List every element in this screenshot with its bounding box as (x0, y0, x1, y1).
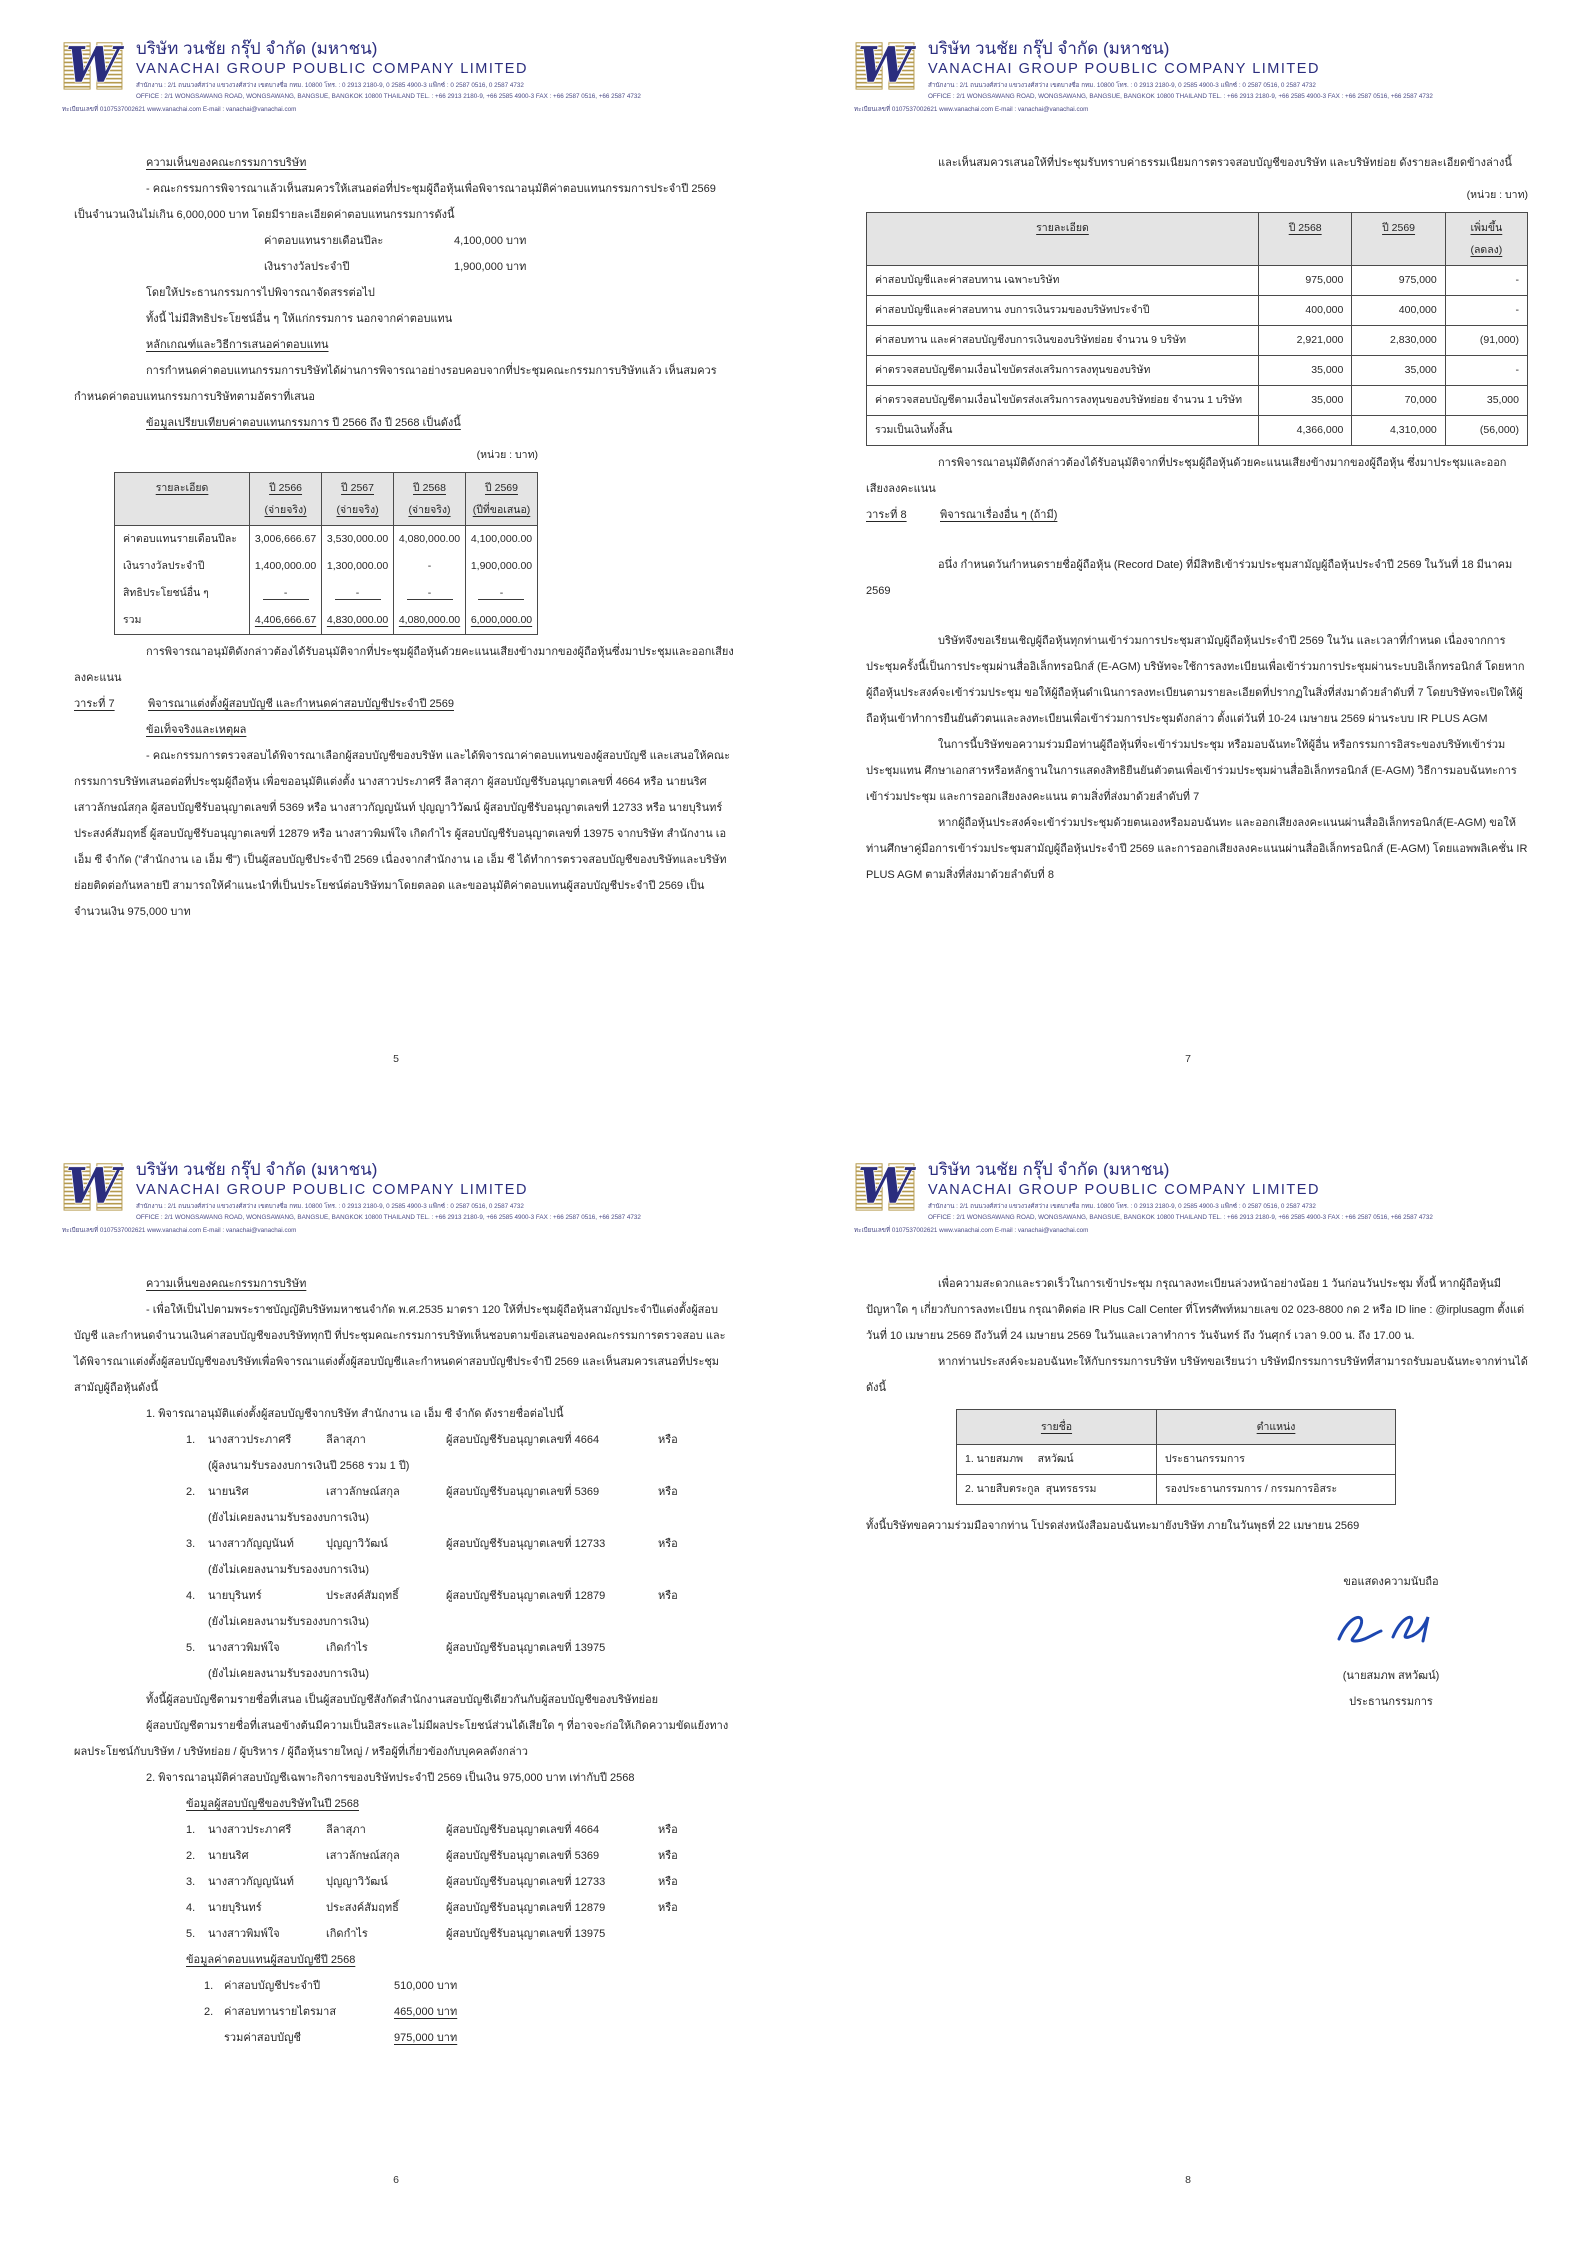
paragraph: เพื่อความสะดวกและรวดเร็วในการเข้าประชุม กรุณาลงทะเบียนล่วงหน้าอย่างน้อย 1 วันก่อนวันประชุม ทั้งนี้ หากผู้ถือหุ้นมีปัญหาใด ๆ เกี่ยวกับการลงทะเบียน กรุณาติดต่อ IR Plus Call Center ที่โทรศัพท์หมายเลข 02 023-8800 กด 2 หรือ ID line : @irplusagm ตั้งแต่วันที่ 10 เมษายน 2569 ถึงวันที่ 24 เมษายน 2569 ในวันและเวลาทำการ วันจันทร์ ถึง วันศุกร์ เวลา 9.00 น. ถึง 17.00 น. (866, 1278, 1525, 1342)
company-logo-icon (854, 36, 916, 97)
table-cell: 2,830,000 (1352, 326, 1445, 356)
table-cell: 3,530,000.00 (322, 526, 394, 554)
table-row (115, 553, 538, 580)
paragraph: ทั้งนี้ ไม่มีสิทธิประโยชน์อื่น ๆ ให้แก่กรรมการ นอกจากค่าตอบแทน (146, 313, 453, 325)
paragraph: - คณะกรรมการพิจารณาแล้วเห็นสมควรให้เสนอต่อที่ประชุมผู้ถือหุ้นเพื่อพิจารณาอนุมัติค่าตอบแทนกรรมการประจำปี 2569 เป็นจำนวนเงินไม่เกิน 6,000,000 บาท โดยมีรายละเอียดค่าตอบแทนกรรมการดังนี้ (74, 183, 716, 221)
table-cell: 1,900,000.00 (465, 553, 537, 580)
company-address-th: สำนักงาน : 2/1 ถนนวงศ์สว่าง แขวงวงศ์สว่าง เขตบางซื่อ กทม. 10800 โทร. : 0 2913 2180-9, 0 2585 4900-3 แฟ็กซ์ : 0 2587 0516, 0 2587 4732 (928, 1203, 1316, 1210)
table-cell: (56,000) (1445, 416, 1527, 446)
paragraph: การพิจารณาอนุมัติดังกล่าวต้องได้รับอนุมัติจากที่ประชุมผู้ถือหุ้นด้วยคะแนนเสียงข้างมากของผู้ถือหุ้นซึ่งมาประชุมและออกเสียงลงคะแนน (74, 646, 734, 684)
auditor-list-2568 (74, 1817, 736, 1947)
page-header (62, 1157, 756, 1235)
company-address-en: OFFICE : 2/1 WONGSAWANG ROAD, WONGSAWANG, BANGSUE, BANGKOK 10800 THAILAND TEL. : +66 2913 2180-9, +66 2585 4900-3 FAX : +66 2587 0516, +66 2587 4732 (136, 1213, 641, 1221)
unit-label: (หน่วย : บาท) (476, 449, 538, 461)
table-cell: รองประธานกรรมการ / กรรมการอิสระ (1157, 1475, 1396, 1505)
company-address-en: OFFICE : 2/1 WONGSAWANG ROAD, WONGSAWANG, BANGSUE, BANGKOK 10800 THAILAND TEL. : +66 2913 2180-9, +66 2585 4900-3 FAX : +66 2587 0516, +66 2587 4732 (928, 92, 1433, 100)
company-address-th: สำนักงาน : 2/1 ถนนวงศ์สว่าง แขวงวงศ์สว่าง เขตบางซื่อ กทม. 10800 โทร. : 0 2913 2180-9, 0 2585 4900-3 แฟ็กซ์ : 0 2587 0516, 0 2587 4732 (136, 1203, 524, 1210)
company-registration: ทะเบียนเลขที่ 0107537002621 www.vanachai.com E-mail : vanachai@vanachai.com (854, 1227, 1089, 1235)
company-registration: ทะเบียนเลขที่ 0107537002621 www.vanachai.com E-mail : vanachai@vanachai.com (62, 106, 297, 114)
page-number: 7 (1185, 1053, 1191, 1065)
svg-text:W: W (65, 37, 121, 92)
item-1-title: 1. พิจารณาอนุมัติแต่งตั้งผู้สอบบัญชีจากบริษัท สำนักงาน เอ เอ็ม ซี จำกัด ดังรายชื่อต่อไปนี้ (146, 1408, 564, 1420)
page-8 (792, 1121, 1584, 2242)
compensation-line: ค่าตอบแทนรายเดือนปีละ 4,100,000 บาท (264, 235, 527, 247)
board-opinion-heading: ความเห็นของคณะกรรมการบริษัท (146, 1278, 307, 1290)
table-row (867, 416, 1528, 446)
page-6 (0, 1121, 792, 2242)
table-cell: ค่าสอบทาน และค่าสอบบัญชีงบการเงินของบริษัทย่อย จำนวน 9 บริษัท (867, 326, 1259, 356)
table-row (867, 296, 1528, 326)
svg-text:W: W (857, 37, 913, 92)
page-number: 6 (393, 2174, 399, 2186)
column-header: ปี 2568 (1259, 213, 1352, 266)
page-8-content (866, 1271, 1528, 1715)
auditor-item: 4. นายบุรินทร์ ประสงค์สัมฤทธิ์ ผู้สอบบัญชีรับอนุญาตเลขที่ 12879 หรือ (ยังไม่เคยลงนามรับรองงบการเงิน) (186, 1590, 678, 1628)
table-cell: - (465, 580, 537, 607)
table-cell: ค่าตรวจสอบบัญชีตามเงื่อนไขบัตรส่งเสริมการลงทุนของบริษัทย่อย จำนวน 1 บริษัท (867, 386, 1259, 416)
table-cell: - (394, 553, 466, 580)
table-cell: - (1445, 296, 1527, 326)
table-cell: 35,000 (1352, 356, 1445, 386)
company-address-th: สำนักงาน : 2/1 ถนนวงศ์สว่าง แขวงวงศ์สว่าง เขตบางซื่อ กทม. 10800 โทร. : 0 2913 2180-9, 0 2585 4900-3 แฟ็กซ์ : 0 2587 0516, 0 2587 4732 (928, 82, 1316, 89)
table-cell: 2,921,000 (1259, 326, 1352, 356)
table-cell: 975,000 (1352, 266, 1445, 296)
facts-heading: ข้อเท็จจริงและเหตุผล (146, 724, 247, 736)
column-header: รายชื่อ (957, 1410, 1157, 1445)
paragraph: การกำหนดค่าตอบแทนกรรมการบริษัทได้ผ่านการพิจารณาอย่างรอบคอบจากที่ประชุมคณะกรรมการบริษัทแล้ว เห็นสมควรกำหนดค่าตอบแทนกรรมการบริษัทตามอัตราที่เสนอ (74, 365, 717, 403)
page-number: 8 (1185, 2174, 1191, 2186)
table-row (957, 1445, 1396, 1475)
table-cell: ค่าสอบบัญชีและค่าสอบทาน เฉพาะบริษัท (867, 266, 1259, 296)
table-row (867, 266, 1528, 296)
table-cell: 4,080,000.00 (394, 607, 466, 635)
signature-icon (1276, 1605, 1506, 1661)
table-cell: 400,000 (1259, 296, 1352, 326)
paragraph: - คณะกรรมการตรวจสอบได้พิจารณาเลือกผู้สอบบัญชีของบริษัท และได้พิจารณาค่าตอบแทนของผู้สอบบัญชี และเสนอให้คณะกรรมการบริษัทเสนอต่อที่ประชุมผู้ถือหุ้น เพื่อขออนุมัติแต่งตั้ง นางสาวประภาศรี ลีลาสุภา ผู้สอบบัญชีรับอนุญาตเลขที่ 4664 หรือ นายนริศ เสาวลักษณ์สกุล ผู้สอบบัญชีรับอนุญาตเลขที่ 5369 หรือ นางสาวกัญญนันท์ ปุญญาวิวัฒน์ ผู้สอบบัญชีรับอนุญาตเลขที่ 12733 หรือ นายบุรินทร์ ประสงค์สัมฤทธิ์ ผู้สอบบัญชีรับอนุญาตเลขที่ 12879 หรือ นางสาวพิมพ์ใจ เกิดกำไร ผู้สอบบัญชีรับอนุญาตเลขที่ 13975 จากบริษัท สำนักงาน เอ เอ็ม ซี จำกัด ("สำนักงาน เอ เอ็ม ซี") เป็นผู้สอบบัญชีประจำปี 2569 เนื่องจากสำนักงาน เอ เอ็ม ซี ได้ทำการตรวจสอบบัญชีของบริษัทและบริษัทย่อยติดต่อกันหลายปี สามารถให้คำแนะนำที่เป็นประโยชน์ต่อบริษัทมาโดยตลอด และขออนุมัติค่าตอบแทนผู้สอบบัญชีประจำปี 2569 เป็นจำนวนเงิน 975,000 บาท (74, 750, 731, 918)
column-header: รายละเอียด (867, 213, 1259, 266)
table-row (867, 356, 1528, 386)
paragraph: และเห็นสมควรเสนอให้ที่ประชุมรับทราบค่าธรรมเนียมการตรวจสอบบัญชีของบริษัท และบริษัทย่อย ดังรายละเอียดข้างล่างนี้ (938, 157, 1512, 169)
company-name-en: VANACHAI GROUP POUBLIC COMPANY LIMITED (928, 61, 1320, 78)
table-cell: 3,006,666.67 (250, 526, 322, 554)
table-cell: - (394, 580, 466, 607)
closing-block (1276, 1569, 1506, 1715)
agenda-item-8: วาระที่ 8 พิจารณาเรื่องอื่น ๆ (ถ้ามี) (866, 509, 1058, 521)
company-registration: ทะเบียนเลขที่ 0107537002621 www.vanachai.com E-mail : vanachai@vanachai.com (62, 1227, 297, 1235)
compensation-line: เงินรางวัลประจำปี 1,900,000 บาท (264, 261, 527, 273)
auditor-list (74, 1427, 736, 1687)
table-row (115, 526, 538, 554)
table-cell: - (1445, 356, 1527, 386)
table-cell: ค่าตอบแทนรายเดือนปีละ (123, 533, 237, 545)
item-2-title: 2. พิจารณาอนุมัติค่าสอบบัญชีเฉพาะกิจการของบริษัทประจำปี 2569 เป็นเงิน 975,000 บาท เท่ากับปี 2568 (146, 1772, 635, 1784)
table-cell: 4,406,666.67 (250, 607, 322, 635)
page-header (854, 36, 1548, 114)
page-7-content (866, 150, 1528, 888)
column-header: ปี 2566 (จ่ายจริง) (250, 473, 322, 526)
company-name-th: บริษัท วนชัย กรุ๊ป จำกัด (มหาชน) (928, 39, 1170, 58)
auditor-info-heading: ข้อมูลผู้สอบบัญชีของบริษัทในปี 2568 (186, 1798, 359, 1810)
table-cell: ค่าสอบบัญชีและค่าสอบทาน งบการเงินรวมของบริษัทประจำปี (867, 296, 1259, 326)
fee-item: 2. ค่าสอบทานรายไตรมาส 465,000 บาท (204, 2006, 458, 2018)
board-opinion-heading: ความเห็นของคณะกรรมการบริษัท (146, 157, 307, 169)
table-row (115, 580, 538, 607)
page-6-content (74, 1271, 736, 2051)
table-cell: 70,000 (1352, 386, 1445, 416)
fee-item: 1. ค่าสอบบัญชีประจำปี 510,000 บาท (204, 1980, 458, 1992)
company-registration: ทะเบียนเลขที่ 0107537002621 www.vanachai.com E-mail : vanachai@vanachai.com (854, 106, 1089, 114)
paragraph: - เพื่อให้เป็นไปตามพระราชบัญญัติบริษัทมหาชนจำกัด พ.ศ.2535 มาตรา 120 ให้ที่ประชุมผู้ถือหุ้นสามัญประจำปีแต่งตั้งผู้สอบบัญชี และกำหนดจำนวนเงินค่าสอบบัญชีของบริษัททุกปี ที่ประชุมคณะกรรมการบริษัทเห็นชอบตามข้อเสนอของคณะกรรมการตรวจสอบ และได้พิจารณาแต่งตั้งผู้สอบบัญชีของบริษัทเพื่อพิจารณาแต่งตั้งผู้สอบบัญชีและกำหนดค่าสอบบัญชีประจำปี 2569 และเห็นสมควรเสนอที่ประชุมสามัญผู้ถือหุ้นดังนี้ (74, 1304, 726, 1394)
company-name-en: VANACHAI GROUP POUBLIC COMPANY LIMITED (928, 1182, 1320, 1199)
paragraph: โดยให้ประธานกรรมการไปพิจารณาจัดสรรต่อไป (146, 287, 375, 299)
auditor-item: 3. นางสาวกัญญนันท์ ปุญญาวิวัฒน์ ผู้สอบบัญชีรับอนุญาตเลขที่ 12733 หรือ (186, 1876, 678, 1888)
table-cell: 4,080,000.00 (394, 526, 466, 554)
column-header: เพิ่มขึ้น (ลดลง) (1445, 213, 1527, 266)
company-name-en: VANACHAI GROUP POUBLIC COMPANY LIMITED (136, 1182, 528, 1199)
table-row (867, 326, 1528, 356)
table-row (867, 386, 1528, 416)
fee-item: รวมค่าสอบบัญชี 975,000 บาท (224, 2032, 458, 2044)
table-cell: 4,830,000.00 (322, 607, 394, 635)
company-logo-icon (854, 1157, 916, 1218)
column-header: ปี 2569 (1352, 213, 1445, 266)
criteria-heading: หลักเกณฑ์และวิธีการเสนอค่าตอบแทน (146, 339, 329, 351)
audit-fee-table (866, 212, 1528, 446)
column-header: ปี 2567 (จ่ายจริง) (322, 473, 394, 526)
auditor-item: 2. นายนริศ เสาวลักษณ์สกุล ผู้สอบบัญชีรับอนุญาตเลขที่ 5369 หรือ (ยังไม่เคยลงนามรับรองงบการเงิน) (186, 1486, 678, 1524)
table-cell: ค่าตรวจสอบบัญชีตามเงื่อนไขบัตรส่งเสริมการลงทุนของบริษัท (867, 356, 1259, 386)
table-cell: สิทธิประโยชน์อื่น ๆ (123, 587, 209, 599)
table-cell: 6,000,000.00 (465, 607, 537, 635)
table-cell: 35,000 (1445, 386, 1527, 416)
agenda-item-7: วาระที่ 7 พิจารณาแต่งตั้งผู้สอบบัญชี และกำหนดค่าสอบบัญชีประจำปี 2569 (74, 698, 454, 710)
paragraph: ผู้สอบบัญชีตามรายชื่อที่เสนอข้างต้นมีความเป็นอิสระและไม่มีผลประโยชน์ส่วนได้เสียใด ๆ ที่อาจจะก่อให้เกิดความขัดแย้งทางผลประโยชน์กับบริษัท / บริษัทย่อย / ผู้บริหาร / ผู้ถือหุ้นรายใหญ่ / หรือผู้ที่เกี่ยวข้องกับบุคคลดังกล่าว (74, 1720, 729, 1758)
auditor-item: 1. นางสาวประภาศรี ลีลาสุภา ผู้สอบบัญชีรับอนุญาตเลขที่ 4664 หรือ (186, 1824, 678, 1836)
comparison-caption: ข้อมูลเปรียบเทียบค่าตอบแทนกรรมการ ปี 2566 ถึง ปี 2568 เป็นดังนี้ (146, 417, 461, 429)
paragraph: ในการนี้บริษัทขอความร่วมมือท่านผู้ถือหุ้นที่จะเข้าร่วมประชุม หรือมอบฉันทะให้ผู้อื่น หรือกรรมการอิสระของบริษัทเข้าร่วมประชุมแทน ศึกษาเอกสารหรือหลักฐานในการแสดงสิทธิยืนยันตัวตนเพื่อเข้าร่วมประชุมผ่านสื่ออิเล็กทรอนิกส์ (E-AGM) วิธีการมอบฉันทะการเข้าร่วมประชุม และการออกเสียงลงคะแนน ตามสิ่งที่ส่งมาด้วยลำดับที่ 7 (866, 739, 1517, 803)
table-cell: รวมเป็นเงินทั้งสิ้น (867, 416, 1259, 446)
table-cell: รวม (123, 614, 142, 626)
table-cell: 400,000 (1352, 296, 1445, 326)
paragraph: ทั้งนี้บริษัทขอความร่วมมือจากท่าน โปรดส่งหนังสือมอบฉันทะมายังบริษัท ภายในวันพุธที่ 22 เมษายน 2569 (866, 1520, 1360, 1532)
svg-text:W: W (857, 1158, 913, 1213)
page-5 (0, 0, 792, 1121)
company-address-en: OFFICE : 2/1 WONGSAWANG ROAD, WONGSAWANG, BANGSUE, BANGKOK 10800 THAILAND TEL. : +66 2913 2180-9, +66 2585 4900-3 FAX : +66 2587 0516, +66 2587 4732 (136, 92, 641, 100)
table-cell: 975,000 (1259, 266, 1352, 296)
unit-label: (หน่วย : บาท) (1466, 189, 1528, 201)
svg-text:W: W (65, 1158, 121, 1213)
table-cell: 35,000 (1259, 386, 1352, 416)
paragraph: การพิจารณาอนุมัติดังกล่าวต้องได้รับอนุมัติจากที่ประชุมผู้ถือหุ้นด้วยคะแนนเสียงข้างมากของผู้ถือหุ้น ซึ่งมาประชุมและออกเสียงลงคะแนน (866, 457, 1507, 495)
proxy-director-table (956, 1409, 1396, 1505)
table-cell: 4,100,000.00 (465, 526, 537, 554)
table-cell: 35,000 (1259, 356, 1352, 386)
paragraph: ทั้งนี้ผู้สอบบัญชีตามรายชื่อที่เสนอ เป็นผู้สอบบัญชีสังกัดสำนักงานสอบบัญชีเดียวกันกับผู้สอบบัญชีของบริษัทย่อย (146, 1694, 659, 1706)
table-cell: 4,366,000 (1259, 416, 1352, 446)
table-cell: - (322, 580, 394, 607)
company-logo-icon (62, 36, 124, 97)
auditor-item: 1. นางสาวประภาศรี ลีลาสุภา ผู้สอบบัญชีรับอนุญาตเลขที่ 4664 หรือ (ผู้ลงนามรับรองงบการเงินปี 2568 รวม 1 ปี) (186, 1434, 678, 1472)
paragraph: หากผู้ถือหุ้นประสงค์จะเข้าร่วมประชุมด้วยตนเองหรือมอบฉันทะ และออกเสียงลงคะแนนผ่านสื่ออิเล็กทรอนิกส์(E-AGM) ขอให้ท่านศึกษาคู่มือการเข้าร่วมประชุมสามัญผู้ถือหุ้นประจำปี 2569 และการออกเสียงลงคะแนนผ่านสื่ออิเล็กทรอนิกส์ (E-AGM) โดยแอพพลิเคชั่น IR PLUS AGM ตามสิ่งที่ส่งมาด้วยลำดับที่ 8 (866, 817, 1528, 881)
auditor-item: 4. นายบุรินทร์ ประสงค์สัมฤทธิ์ ผู้สอบบัญชีรับอนุญาตเลขที่ 12879 หรือ (186, 1902, 678, 1914)
table-cell: (91,000) (1445, 326, 1527, 356)
table-cell: เงินรางวัลประจำปี (123, 560, 205, 572)
table-cell: 2. นายสืบตระกูล สุนทรธรรม (957, 1475, 1157, 1505)
paragraph: อนึ่ง กำหนดวันกำหนดรายชื่อผู้ถือหุ้น (Record Date) ที่มีสิทธิเข้าร่วมประชุมสามัญผู้ถือหุ้นประจำปี 2569 ในวันที่ 18 มีนาคม 2569 (866, 559, 1513, 597)
director-compensation-table (114, 472, 538, 635)
page-number: 5 (393, 1053, 399, 1065)
company-address-en: OFFICE : 2/1 WONGSAWANG ROAD, WONGSAWANG, BANGSUE, BANGKOK 10800 THAILAND TEL. : +66 2913 2180-9, +66 2585 4900-3 FAX : +66 2587 0516, +66 2587 4732 (928, 1213, 1433, 1221)
page-5-content (74, 150, 736, 925)
table-cell: 1,300,000.00 (322, 553, 394, 580)
company-name-th: บริษัท วนชัย กรุ๊ป จำกัด (มหาชน) (136, 1160, 378, 1179)
auditor-item: 3. นางสาวกัญญนันท์ ปุญญาวิวัฒน์ ผู้สอบบัญชีรับอนุญาตเลขที่ 12733 หรือ (ยังไม่เคยลงนามรับรองงบการเงิน) (186, 1538, 678, 1576)
paragraph: บริษัทจึงขอเรียนเชิญผู้ถือหุ้นทุกท่านเข้าร่วมการประชุมสามัญผู้ถือหุ้นประจำปี 2569 ในวัน และเวลาที่กำหนด เนื่องจากการประชุมครั้งนี้เป็นการประชุมผ่านสื่ออิเล็กทรอนิกส์ (E-AGM) บริษัทจะใช้การลงทะเบียนเพื่อเข้าร่วมการประชุมผ่านระบบอิเล็กทรอนิกส์ โดยหากผู้ถือหุ้นประสงค์จะเข้าร่วมประชุม ขอให้ผู้ถือหุ้นดำเนินการลงทะเบียนตามรายละเอียดที่ปรากฏในสิ่งที่ส่งมาด้วยลำดับที่ 7 โดยบริษัทจะเปิดให้ผู้ถือหุ้นเข้าทำการยืนยันตัวตนและลงทะเบียนเพื่อเข้าร่วมการประชุมดังกล่าว ตั้งแต่วันที่ 10-24 เมษายน 2569 ผ่านระบบ IR PLUS AGM (866, 635, 1525, 725)
fee-info-heading: ข้อมูลค่าตอบแทนผู้สอบบัญชีปี 2568 (186, 1954, 356, 1966)
page-header (854, 1157, 1548, 1235)
table-cell: - (1445, 266, 1527, 296)
paragraph: หากท่านประสงค์จะมอบฉันทะให้กับกรรมการบริษัท บริษัทขอเรียนว่า บริษัทมีกรรมการบริษัทที่สามารถรับมอบฉันทะจากท่านได้ดังนี้ (866, 1356, 1528, 1394)
table-row (115, 607, 538, 635)
signer-title: ประธานกรรมการ (1349, 1696, 1433, 1708)
table-cell: 1. นายสมภพ สหวัฒน์ (957, 1445, 1157, 1475)
company-logo-icon (62, 1157, 124, 1218)
table-cell: - (250, 580, 322, 607)
page-header (62, 36, 756, 114)
auditor-item: 5. นางสาวพิมพ์ใจ เกิดกำไร ผู้สอบบัญชีรับอนุญาตเลขที่ 13975 (ยังไม่เคยลงนามรับรองงบการเงิน) (186, 1642, 606, 1680)
page-7 (792, 0, 1584, 1121)
closing-salutation: ขอแสดงความนับถือ (1343, 1576, 1439, 1588)
company-name-th: บริษัท วนชัย กรุ๊ป จำกัด (มหาชน) (928, 1160, 1170, 1179)
table-cell: 4,310,000 (1352, 416, 1445, 446)
auditor-item: 2. นายนริศ เสาวลักษณ์สกุล ผู้สอบบัญชีรับอนุญาตเลขที่ 5369 หรือ (186, 1850, 678, 1862)
company-address-th: สำนักงาน : 2/1 ถนนวงศ์สว่าง แขวงวงศ์สว่าง เขตบางซื่อ กทม. 10800 โทร. : 0 2913 2180-9, 0 2585 4900-3 แฟ็กซ์ : 0 2587 0516, 0 2587 4732 (136, 82, 524, 89)
fee-list (74, 1973, 736, 2051)
table-cell: 1,400,000.00 (250, 553, 322, 580)
table-row (957, 1475, 1396, 1505)
column-header: ปี 2568 (จ่ายจริง) (394, 473, 466, 526)
auditor-item: 5. นางสาวพิมพ์ใจ เกิดกำไร ผู้สอบบัญชีรับอนุญาตเลขที่ 13975 (186, 1928, 606, 1940)
table-cell: ประธานกรรมการ (1157, 1445, 1396, 1475)
column-header: ตำแหน่ง (1157, 1410, 1396, 1445)
signer-name: (นายสมภพ สหวัฒน์) (1342, 1670, 1440, 1682)
company-name-th: บริษัท วนชัย กรุ๊ป จำกัด (มหาชน) (136, 39, 378, 58)
column-header: รายละเอียด (115, 473, 250, 526)
column-header: ปี 2569 (ปีที่ขอเสนอ) (465, 473, 537, 526)
company-name-en: VANACHAI GROUP POUBLIC COMPANY LIMITED (136, 61, 528, 78)
